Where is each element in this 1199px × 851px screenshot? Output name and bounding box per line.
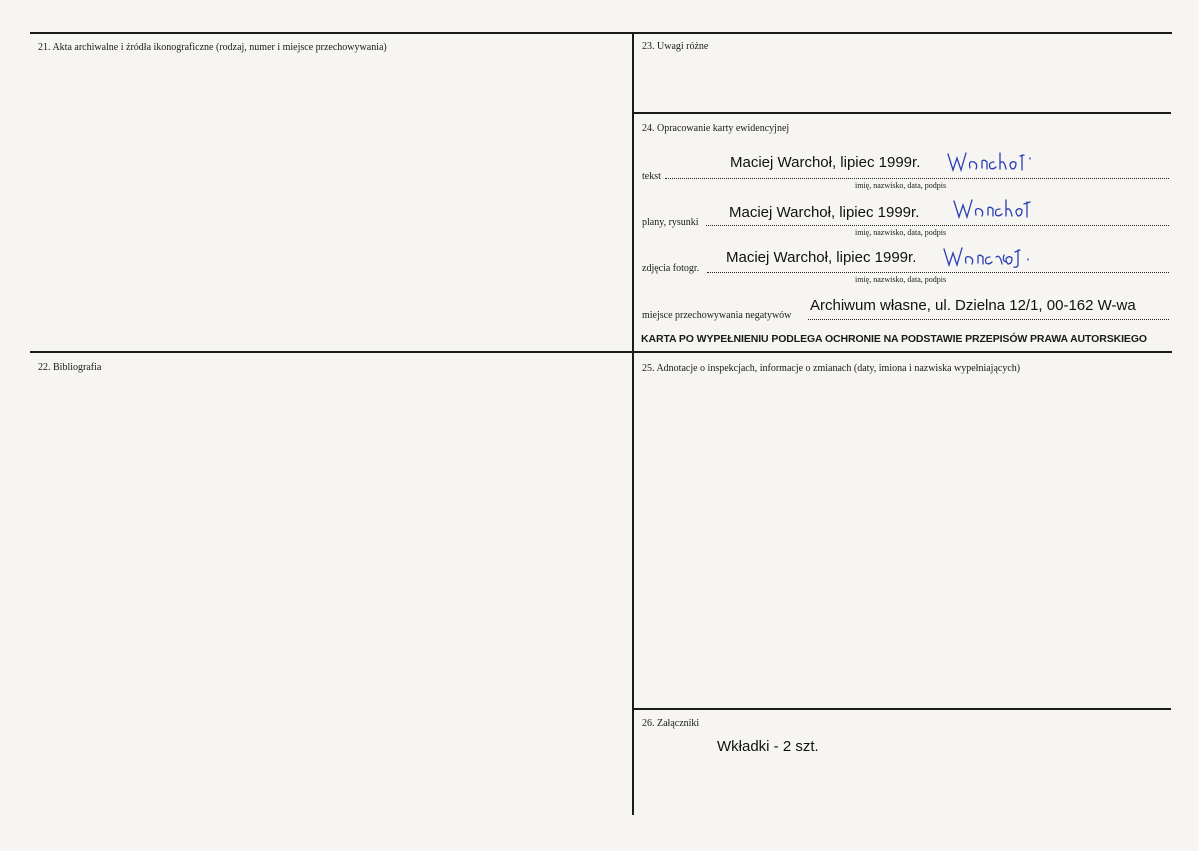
center-divider-line xyxy=(632,32,634,815)
section-23-label: 23. Uwagi różne xyxy=(642,41,709,52)
field-caption-zdjecia: imię, nazwisko, data, podpis xyxy=(855,275,947,284)
copyright-notice: KARTA PO WYPEŁNIENIU PODLEGA OCHRONIE NA PODSTAWIE PRZEPISÓW PRAWA AUTORSKIEGO xyxy=(641,333,1147,345)
negatives-label: miejsce przechowywania negatywów xyxy=(642,310,792,321)
section-21-label: 21. Akta archiwalne i źródła ikonograficzne (rodzaj, numer i miejsce przechowywania) xyxy=(38,42,387,53)
field-line-tekst xyxy=(665,178,1169,179)
handwritten-signature-icon xyxy=(946,150,1036,174)
field-caption-tekst: imię, nazwisko, data, podpis xyxy=(855,181,947,190)
field-caption-plany: imię, nazwisko, data, podpis xyxy=(855,228,947,237)
handwritten-signature-icon xyxy=(942,245,1038,269)
negatives-line xyxy=(808,319,1169,320)
field-value-plany: Maciej Warchoł, lipiec 1999r. xyxy=(729,204,920,221)
field-label-zdjecia: zdjęcia fotogr. xyxy=(642,263,700,274)
section-22-label: 22. Bibliografia xyxy=(38,362,102,373)
section-24-label: 24. Opracowanie karty ewidencyjnej xyxy=(642,123,790,134)
section-25-label: 25. Adnotacje o inspekcjach, informacje o zmianach (daty, imiona i nazwiska wypełniających) xyxy=(642,363,1021,374)
negatives-value: Archiwum własne, ul. Dzielna 12/1, 00-162 W-wa xyxy=(810,297,1136,314)
section-26-label: 26. Załączniki xyxy=(642,718,700,729)
field-label-tekst: tekst xyxy=(642,171,661,182)
field-label-plany: plany, rysunki xyxy=(642,217,699,228)
attachments-value: Wkładki - 2 szt. xyxy=(717,738,819,755)
field-line-zdjecia xyxy=(707,272,1169,273)
field-value-tekst: Maciej Warchoł, lipiec 1999r. xyxy=(730,154,921,171)
section-25-26-divider xyxy=(633,708,1171,710)
top-border-line xyxy=(30,32,1172,34)
middle-border-line xyxy=(30,351,1172,353)
field-line-plany xyxy=(706,225,1169,226)
handwritten-signature-icon xyxy=(952,197,1032,221)
section-23-24-divider xyxy=(633,112,1171,114)
field-value-zdjecia: Maciej Warchoł, lipiec 1999r. xyxy=(726,249,917,266)
